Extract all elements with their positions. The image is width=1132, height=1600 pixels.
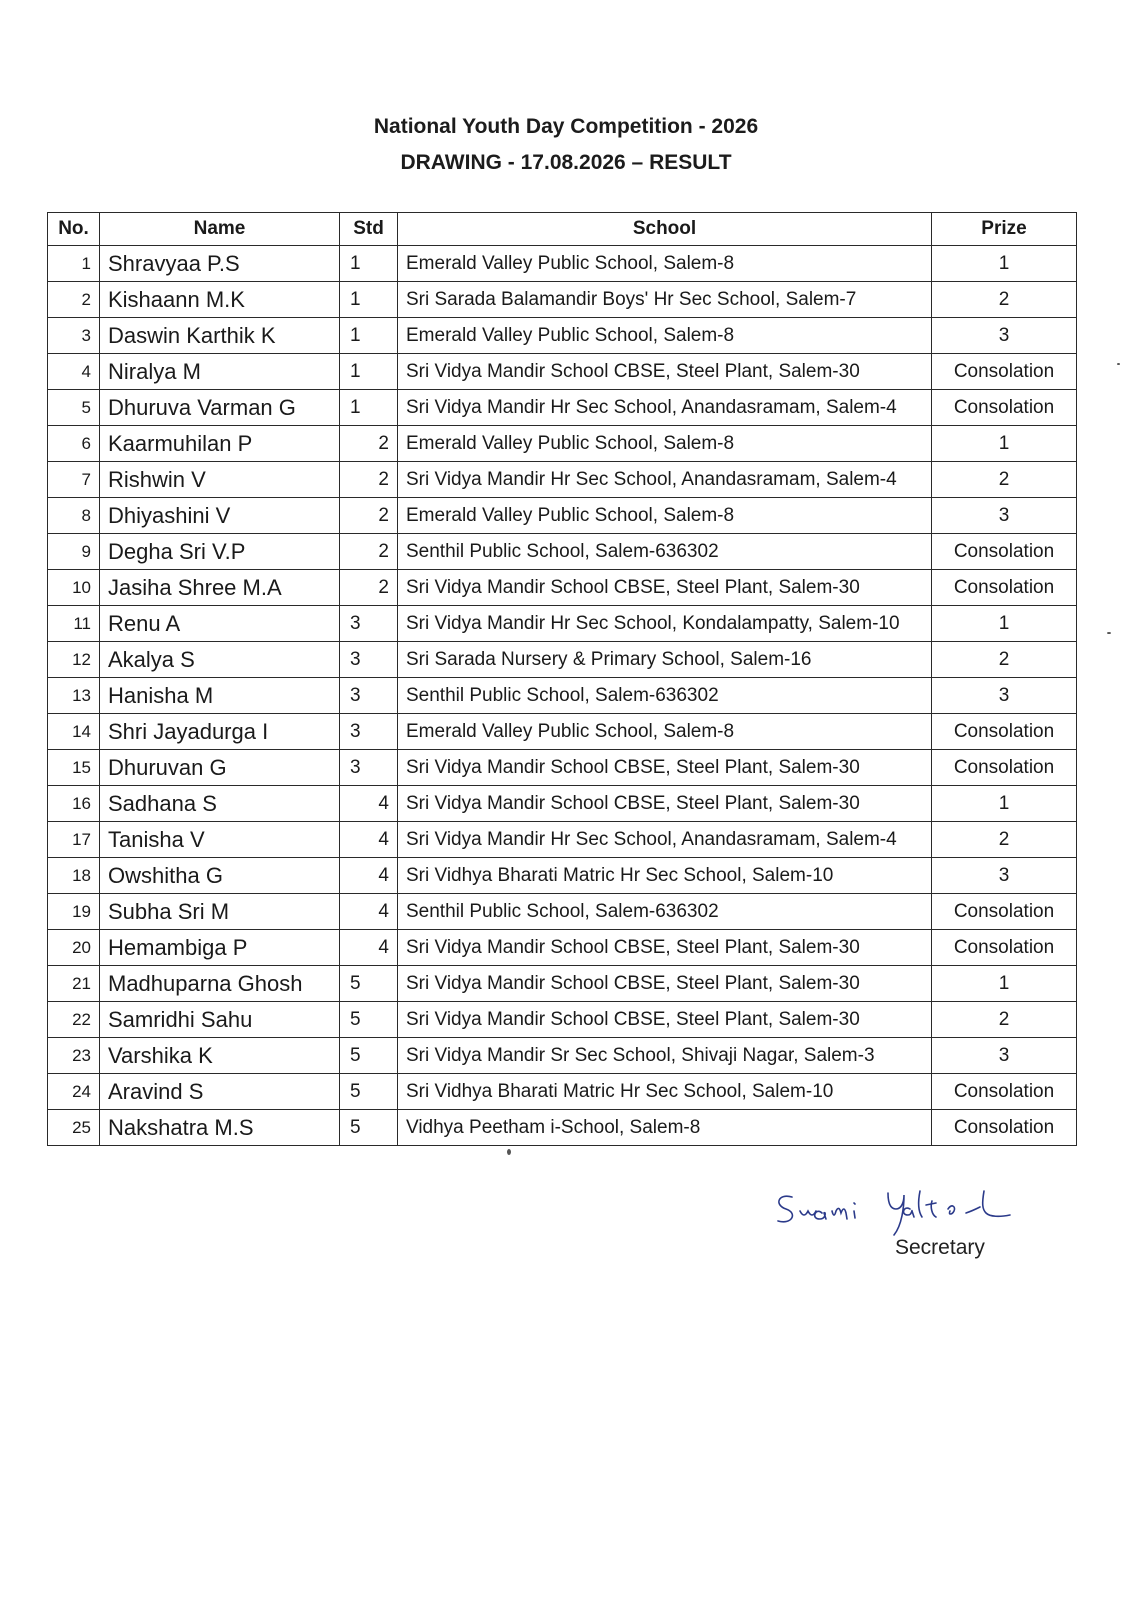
prize: 2 bbox=[932, 822, 1077, 858]
student-std: 4 bbox=[340, 894, 398, 930]
table-row bbox=[48, 462, 1077, 498]
student-name: Madhuparna Ghosh bbox=[100, 966, 340, 1002]
table-row bbox=[48, 534, 1077, 570]
student-name: Shri Jayadurga I bbox=[100, 714, 340, 750]
row-number: 16 bbox=[48, 786, 100, 822]
school-name: Sri Vidya Mandir Hr Sec School, Anandasramam, Salem-4 bbox=[398, 462, 932, 498]
results-table-body bbox=[48, 246, 1077, 1146]
row-number: 7 bbox=[48, 462, 100, 498]
row-number: 22 bbox=[48, 1002, 100, 1038]
student-name: Kaarmuhilan P bbox=[100, 426, 340, 462]
row-number: 23 bbox=[48, 1038, 100, 1074]
table-row bbox=[48, 786, 1077, 822]
student-name: Varshika K bbox=[100, 1038, 340, 1074]
prize: 3 bbox=[932, 858, 1077, 894]
student-name: Daswin Karthik K bbox=[100, 318, 340, 354]
school-name: Sri Vidya Mandir School CBSE, Steel Plant, Salem-30 bbox=[398, 966, 932, 1002]
prize: Consolation bbox=[932, 714, 1077, 750]
table-row bbox=[48, 894, 1077, 930]
row-number: 4 bbox=[48, 354, 100, 390]
student-name: Shravyaa P.S bbox=[100, 246, 340, 282]
table-row bbox=[48, 1038, 1077, 1074]
table-row bbox=[48, 858, 1077, 894]
student-std: 5 bbox=[340, 966, 398, 1002]
table-row bbox=[48, 570, 1077, 606]
row-number: 13 bbox=[48, 678, 100, 714]
student-std: 4 bbox=[340, 858, 398, 894]
table-row bbox=[48, 822, 1077, 858]
row-number: 25 bbox=[48, 1110, 100, 1146]
student-std: 4 bbox=[340, 822, 398, 858]
table-row bbox=[48, 354, 1077, 390]
student-name: Hanisha M bbox=[100, 678, 340, 714]
table-row bbox=[48, 390, 1077, 426]
school-name: Sri Vidya Mandir Hr Sec School, Kondalampatty, Salem-10 bbox=[398, 606, 932, 642]
school-name: Sri Vidya Mandir School CBSE, Steel Plant, Salem-30 bbox=[398, 930, 932, 966]
student-std: 5 bbox=[340, 1110, 398, 1146]
row-number: 19 bbox=[48, 894, 100, 930]
student-name: Renu A bbox=[100, 606, 340, 642]
student-std: 2 bbox=[340, 534, 398, 570]
scan-speck bbox=[507, 1149, 511, 1155]
student-name: Niralya M bbox=[100, 354, 340, 390]
student-std: 2 bbox=[340, 498, 398, 534]
student-std: 3 bbox=[340, 714, 398, 750]
row-number: 21 bbox=[48, 966, 100, 1002]
table-row bbox=[48, 318, 1077, 354]
row-number: 6 bbox=[48, 426, 100, 462]
prize: 2 bbox=[932, 642, 1077, 678]
prize: Consolation bbox=[932, 1074, 1077, 1110]
table-row bbox=[48, 642, 1077, 678]
row-number: 17 bbox=[48, 822, 100, 858]
prize: Consolation bbox=[932, 894, 1077, 930]
student-std: 4 bbox=[340, 930, 398, 966]
secretary-label: Secretary bbox=[895, 1236, 985, 1259]
row-number: 24 bbox=[48, 1074, 100, 1110]
table-row bbox=[48, 930, 1077, 966]
student-std: 4 bbox=[340, 786, 398, 822]
student-std: 5 bbox=[340, 1002, 398, 1038]
column-header-std: Std bbox=[340, 213, 398, 246]
results-table bbox=[47, 212, 1077, 1146]
student-name: Jasiha Shree M.A bbox=[100, 570, 340, 606]
row-number: 8 bbox=[48, 498, 100, 534]
row-number: 12 bbox=[48, 642, 100, 678]
table-row bbox=[48, 498, 1077, 534]
student-std: 5 bbox=[340, 1038, 398, 1074]
column-header-school: School bbox=[398, 213, 932, 246]
scan-speck bbox=[1107, 632, 1111, 634]
school-name: Sri Sarada Nursery & Primary School, Salem-16 bbox=[398, 642, 932, 678]
row-number: 18 bbox=[48, 858, 100, 894]
student-std: 2 bbox=[340, 462, 398, 498]
student-name: Dhuruvan G bbox=[100, 750, 340, 786]
student-std: 1 bbox=[340, 390, 398, 426]
prize: 3 bbox=[932, 1038, 1077, 1074]
school-name: Sri Sarada Balamandir Boys' Hr Sec School, Salem-7 bbox=[398, 282, 932, 318]
row-number: 20 bbox=[48, 930, 100, 966]
table-row bbox=[48, 966, 1077, 1002]
student-name: Aravind S bbox=[100, 1074, 340, 1110]
prize: Consolation bbox=[932, 390, 1077, 426]
row-number: 10 bbox=[48, 570, 100, 606]
student-name: Kishaann M.K bbox=[100, 282, 340, 318]
table-row bbox=[48, 606, 1077, 642]
row-number: 2 bbox=[48, 282, 100, 318]
student-std: 3 bbox=[340, 678, 398, 714]
school-name: Senthil Public School, Salem-636302 bbox=[398, 894, 932, 930]
row-number: 3 bbox=[48, 318, 100, 354]
prize: 3 bbox=[932, 678, 1077, 714]
student-std: 2 bbox=[340, 426, 398, 462]
prize: Consolation bbox=[932, 570, 1077, 606]
student-name: Rishwin V bbox=[100, 462, 340, 498]
prize: 1 bbox=[932, 246, 1077, 282]
column-header-prize: Prize bbox=[932, 213, 1077, 246]
student-std: 1 bbox=[340, 318, 398, 354]
student-name: Subha Sri M bbox=[100, 894, 340, 930]
school-name: Emerald Valley Public School, Salem-8 bbox=[398, 714, 932, 750]
student-name: Hemambiga P bbox=[100, 930, 340, 966]
school-name: Sri Vidya Mandir School CBSE, Steel Plant, Salem-30 bbox=[398, 354, 932, 390]
table-row bbox=[48, 1002, 1077, 1038]
column-header-name: Name bbox=[100, 213, 340, 246]
school-name: Emerald Valley Public School, Salem-8 bbox=[398, 426, 932, 462]
student-std: 3 bbox=[340, 642, 398, 678]
school-name: Sri Vidya Mandir Hr Sec School, Anandasramam, Salem-4 bbox=[398, 390, 932, 426]
student-name: Tanisha V bbox=[100, 822, 340, 858]
student-std: 2 bbox=[340, 570, 398, 606]
table-row bbox=[48, 246, 1077, 282]
table-row bbox=[48, 282, 1077, 318]
row-number: 5 bbox=[48, 390, 100, 426]
student-name: Nakshatra M.S bbox=[100, 1110, 340, 1146]
school-name: Emerald Valley Public School, Salem-8 bbox=[398, 498, 932, 534]
row-number: 1 bbox=[48, 246, 100, 282]
scan-speck bbox=[1117, 363, 1120, 365]
table-row bbox=[48, 426, 1077, 462]
table-row bbox=[48, 678, 1077, 714]
prize: 2 bbox=[932, 282, 1077, 318]
prize: 1 bbox=[932, 606, 1077, 642]
prize: Consolation bbox=[932, 930, 1077, 966]
school-name: Sri Vidya Mandir School CBSE, Steel Plant, Salem-30 bbox=[398, 786, 932, 822]
row-number: 15 bbox=[48, 750, 100, 786]
prize: 1 bbox=[932, 426, 1077, 462]
school-name: Sri Vidya Mandir Sr Sec School, Shivaji Nagar, Salem-3 bbox=[398, 1038, 932, 1074]
secretary-signature bbox=[770, 1183, 1040, 1243]
student-name: Samridhi Sahu bbox=[100, 1002, 340, 1038]
student-name: Owshitha G bbox=[100, 858, 340, 894]
school-name: Emerald Valley Public School, Salem-8 bbox=[398, 246, 932, 282]
row-number: 14 bbox=[48, 714, 100, 750]
table-row bbox=[48, 750, 1077, 786]
prize: Consolation bbox=[932, 1110, 1077, 1146]
school-name: Sri Vidya Mandir School CBSE, Steel Plant, Salem-30 bbox=[398, 570, 932, 606]
school-name: Vidhya Peetham i-School, Salem-8 bbox=[398, 1110, 932, 1146]
school-name: Emerald Valley Public School, Salem-8 bbox=[398, 318, 932, 354]
prize: 1 bbox=[932, 786, 1077, 822]
school-name: Sri Vidya Mandir School CBSE, Steel Plant, Salem-30 bbox=[398, 750, 932, 786]
prize: 3 bbox=[932, 498, 1077, 534]
school-name: Sri Vidya Mandir Hr Sec School, Anandasramam, Salem-4 bbox=[398, 822, 932, 858]
prize: 1 bbox=[932, 966, 1077, 1002]
table-row bbox=[48, 714, 1077, 750]
prize: Consolation bbox=[932, 534, 1077, 570]
student-name: Sadhana S bbox=[100, 786, 340, 822]
table-header-row bbox=[48, 213, 1077, 246]
prize: Consolation bbox=[932, 750, 1077, 786]
student-std: 3 bbox=[340, 750, 398, 786]
student-std: 1 bbox=[340, 282, 398, 318]
student-std: 3 bbox=[340, 606, 398, 642]
student-name: Dhuruva Varman G bbox=[100, 390, 340, 426]
school-name: Senthil Public School, Salem-636302 bbox=[398, 678, 932, 714]
prize: Consolation bbox=[932, 354, 1077, 390]
table-row bbox=[48, 1074, 1077, 1110]
student-name: Degha Sri V.P bbox=[100, 534, 340, 570]
school-name: Sri Vidhya Bharati Matric Hr Sec School, Salem-10 bbox=[398, 858, 932, 894]
table-row bbox=[48, 1110, 1077, 1146]
student-std: 1 bbox=[340, 246, 398, 282]
document-subtitle: DRAWING - 17.08.2026 – RESULT bbox=[400, 151, 732, 174]
prize: 2 bbox=[932, 1002, 1077, 1038]
student-std: 1 bbox=[340, 354, 398, 390]
column-header-no: No. bbox=[48, 213, 100, 246]
student-name: Dhiyashini V bbox=[100, 498, 340, 534]
student-std: 5 bbox=[340, 1074, 398, 1110]
school-name: Sri Vidya Mandir School CBSE, Steel Plant, Salem-30 bbox=[398, 1002, 932, 1038]
row-number: 9 bbox=[48, 534, 100, 570]
row-number: 11 bbox=[48, 606, 100, 642]
prize: 2 bbox=[932, 462, 1077, 498]
student-name: Akalya S bbox=[100, 642, 340, 678]
school-name: Sri Vidhya Bharati Matric Hr Sec School, Salem-10 bbox=[398, 1074, 932, 1110]
prize: 3 bbox=[932, 318, 1077, 354]
document-title: National Youth Day Competition - 2026 bbox=[373, 115, 759, 138]
school-name: Senthil Public School, Salem-636302 bbox=[398, 534, 932, 570]
